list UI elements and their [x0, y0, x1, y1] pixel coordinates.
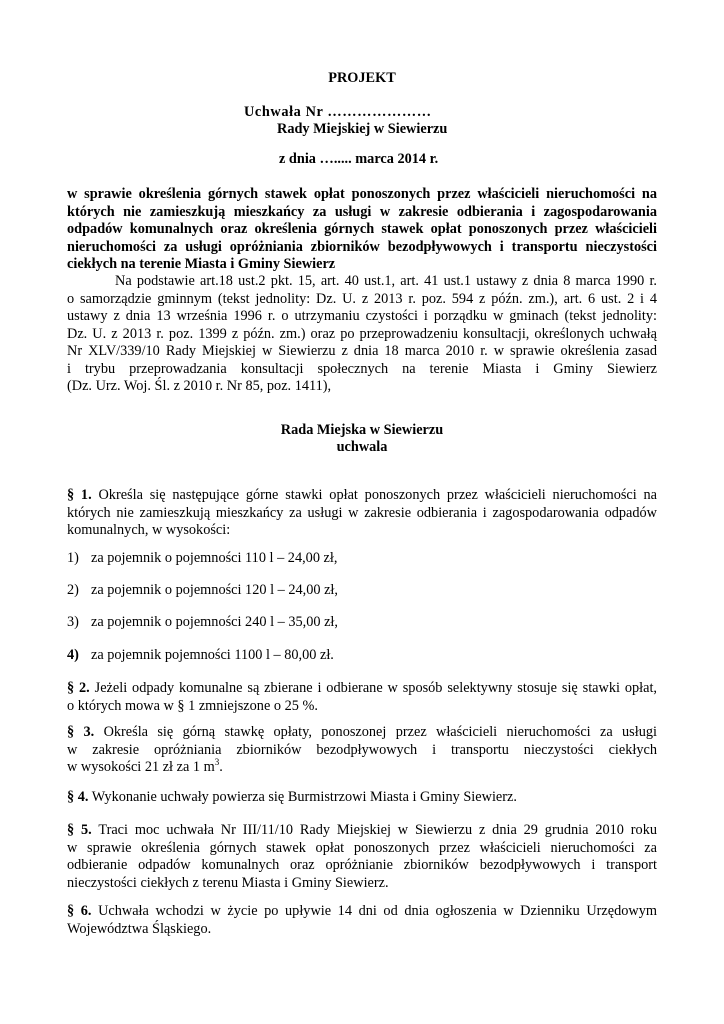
- subject-line: w sprawie określenia górnych stawek opłat ponoszonych przez właścicieli nieruchomości na: [67, 186, 657, 202]
- paragraph-1: [67, 487, 657, 540]
- preamble-line: ustawy z dnia 13 września 1996 r. o utrzymaniu czystości i porządku w gminach (tekst jednolity:: [67, 308, 657, 324]
- list-item-text: za pojemnik o pojemności 120 l – 24,00 zł,: [91, 582, 338, 598]
- superscript: 3: [214, 757, 220, 768]
- list-item: [67, 614, 338, 632]
- list-item-text: za pojemnik o pojemności 110 l – 24,00 zł,: [91, 550, 338, 566]
- paragraph-text: w sprawie określenia górnych stawek opłat ponoszonych przez właścicieli nieruchomości za: [67, 839, 657, 856]
- paragraph-text: Określa się następujące górne stawki opłat ponoszonych przez właścicieli nieruchomości na: [98, 487, 658, 503]
- list-item-number: 4): [67, 647, 79, 663]
- paragraph-text: w wysokości 21 zł za 1 m: [67, 759, 215, 775]
- paragraph-text: Traci moc uchwała Nr III/11/10 Rady Miejskiej w Siewierzu z dnia 29 grudnia 2010 roku: [98, 822, 657, 838]
- preamble-line: (Dz. Urz. Woj. Śl. z 2010 r. Nr 85, poz. 1411),: [67, 378, 332, 394]
- paragraph-text: nieczystości ciekłych z terenu Miasta i Gminy Siewierz.: [67, 874, 389, 891]
- preamble-line: o samorządzie gminnym (tekst jednolity: Dz. U. z 2013 r. poz. 594 z późn. zm.), art. 6 ust. 2 i 4: [67, 290, 657, 307]
- legal-basis-preamble: [67, 273, 657, 396]
- paragraph-5: [67, 822, 657, 892]
- preamble-line: Na podstawie art.18 ust.2 pkt. 15, art. 40 ust.1, art. 41 ust.1 ustawy z dnia 8 marca 1990 r.: [115, 273, 657, 289]
- council-name: Rady Miejskiej w Siewierzu: [277, 121, 448, 137]
- council-heading: Rada Miejska w Siewierzu: [280, 422, 444, 438]
- paragraph-mark: § 2.: [67, 680, 90, 696]
- list-item-text: za pojemnik o pojemności 240 l – 35,00 zł,: [91, 614, 338, 630]
- paragraph-text: Województwa Śląskiego.: [67, 920, 212, 937]
- paragraph-mark: § 3.: [67, 724, 95, 740]
- paragraph-text: Jeżeli odpady komunalne są zbierane i odbierane w sposób selektywny stosuje się stawki opłat,: [94, 680, 658, 696]
- resolution-date: z dnia …..... marca 2014 r.: [279, 151, 439, 167]
- preamble-line: Nr XLV/339/10 Rady Miejskiej w Siewierzu z dnia 18 marca 2010 r. w sprawie określenia zasad: [67, 343, 657, 359]
- paragraph-text: Wykonanie uchwały powierza się Burmistrzowi Miasta i Gminy Siewierz.: [91, 789, 517, 805]
- projekt-label: PROJEKT: [328, 70, 396, 86]
- paragraph-text: w zakresie opróżniania zbiorników bezodpływowych i transportu nieczystości ciekłych: [67, 741, 657, 758]
- resolves-heading: uchwala: [336, 439, 388, 455]
- paragraph-mark: § 4.: [67, 789, 89, 805]
- paragraph-text: o których mowa w § 1 zmniejszone o 25 %.: [67, 697, 318, 714]
- preamble-line: i trybu przeprowadzania konsultacji społecznych na terenie Miasta i Gminy Siewierz: [67, 360, 657, 377]
- list-item-text: za pojemnik pojemności 1100 l – 80,00 zł.: [91, 647, 334, 663]
- paragraph-6: [67, 903, 657, 938]
- list-item-number: 2): [67, 582, 79, 598]
- subject-line: nieruchomości za usługi opróżniania zbiorników bezodpływowych i transportu nieczystości: [67, 238, 657, 255]
- resolution-subject: [67, 186, 657, 274]
- list-item: [67, 582, 338, 600]
- paragraph-text: odbieranie odpadów komunalnych oraz opróżnianie zbiorników bezodpływowych i transport: [67, 857, 657, 873]
- paragraph-text: Uchwała wchodzi w życie po upływie 14 dni od dnia ogłoszenia w Dzienniku Urzędowym: [98, 903, 657, 919]
- resolution-number: Uchwała Nr …………………: [244, 104, 432, 120]
- paragraph-text: komunalnych, w wysokości:: [67, 522, 231, 538]
- paragraph-3: § 3. Określa się górną stawkę opłaty, ponoszonej przez właścicieli nieruchomości za usługi w zakresie opróżniania zbiorników bezodpływowych i transportu nieczystości ciekłych w wysokości 21 zł za 1 $m^3$.: [67, 724, 657, 775]
- paragraph-4: [67, 789, 657, 807]
- paragraph-mark: § 5.: [67, 822, 92, 838]
- subject-line: ciekłych na terenie Miasta i Gminy Siewierz: [67, 256, 336, 272]
- paragraph-text: Określa się górną stawkę opłaty, ponoszonej przez właścicieli nieruchomości za usługi: [103, 724, 657, 740]
- paragraph-2: [67, 680, 657, 715]
- list-item: [67, 647, 334, 665]
- paragraph-mark: § 6.: [67, 903, 92, 919]
- paragraph-mark: § 1.: [67, 487, 92, 503]
- paragraph-text: których nie zamieszkują mieszkańcy za usługi w zakresie odbierania i zagospodarowania odpadów: [67, 504, 657, 521]
- list-item-number: 1): [67, 550, 79, 566]
- list-item-number: 3): [67, 614, 79, 630]
- list-item: [67, 550, 337, 568]
- preamble-line: Dz. U. z 2013 r. poz. 1399 z późn. zm.) oraz po przeprowadzeniu konsultacji, określonych uchwałą: [67, 325, 657, 342]
- subject-line: których nie zamieszkują mieszkańcy za usługi w zakresie odbierania i zagospodarowania: [67, 203, 657, 220]
- subject-line: odpadów komunalnych oraz określenia górnych stawek opłat ponoszonych przez właścicieli: [67, 221, 657, 237]
